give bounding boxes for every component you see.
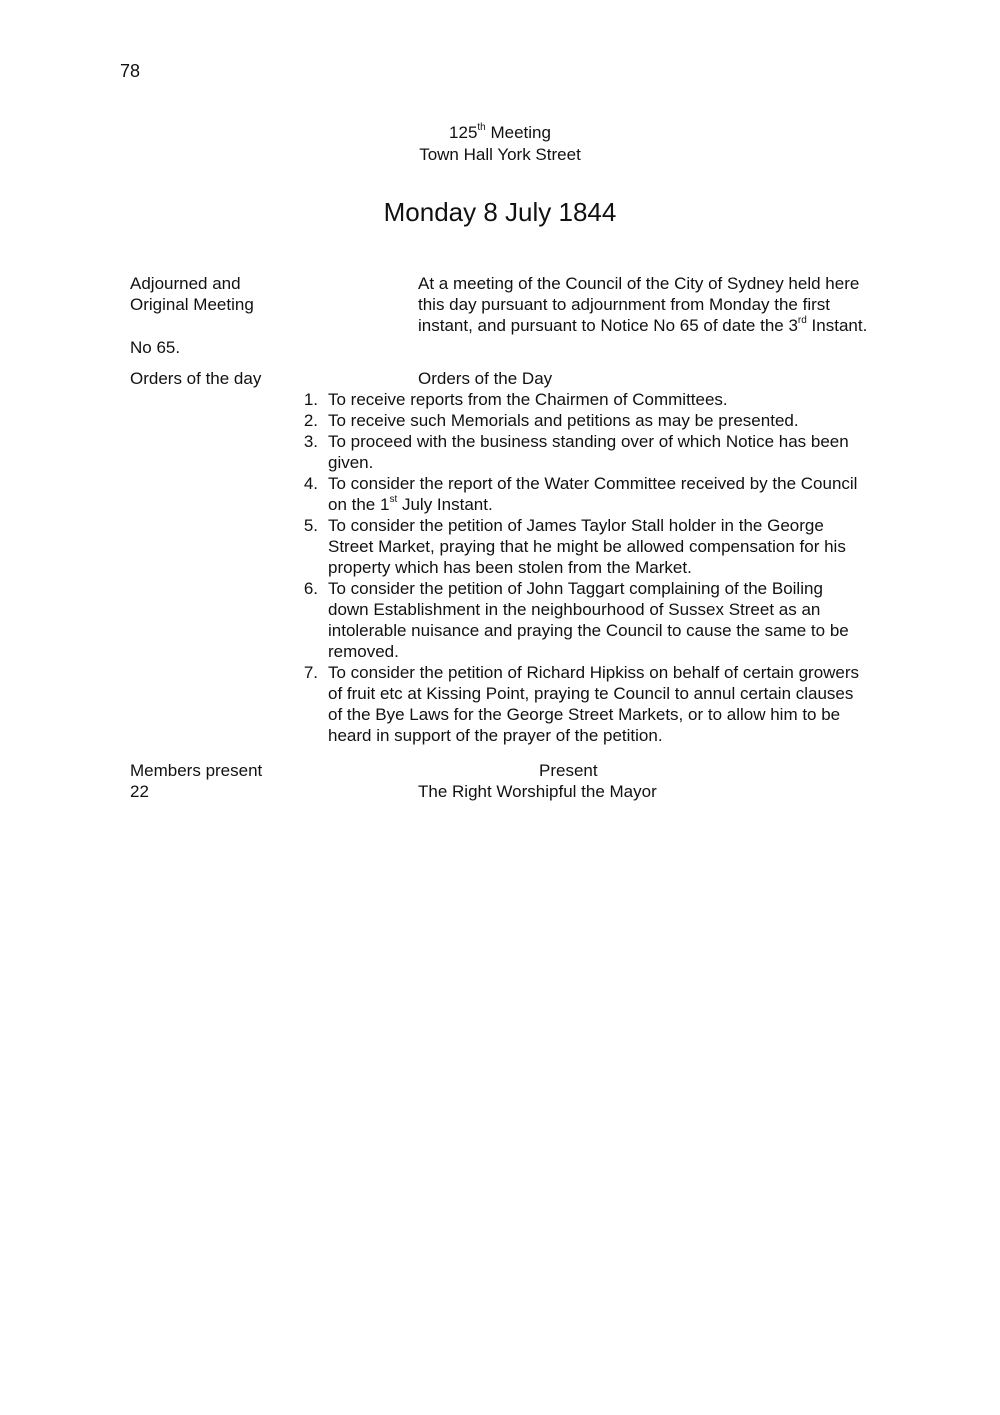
order-number: 5. xyxy=(303,516,318,535)
intro-line-3-text: instant, and pursuant to Notice No 65 of date the 3 xyxy=(418,316,798,335)
order-line: property which has been stolen from the Market. xyxy=(328,558,692,577)
order-number: 3. xyxy=(303,432,318,451)
order-item-1 xyxy=(290,389,930,410)
order-line-end: July Instant. xyxy=(397,495,493,514)
order-line: of fruit etc at Kissing Point, praying te Council to annul certain clauses xyxy=(328,684,854,703)
meeting-number xyxy=(0,122,1000,143)
order-item-6 xyxy=(290,578,930,662)
order-line-text: on the 1 xyxy=(328,495,390,514)
order-line: Street Market, praying that he might be allowed compensation for his xyxy=(328,537,846,556)
order-number: 2. xyxy=(303,411,318,430)
order-line: To receive reports from the Chairmen of Committees. xyxy=(328,390,728,409)
intro-line-2: this day pursuant to adjournment from Monday the first xyxy=(418,295,830,314)
meeting-venue: Town Hall York Street xyxy=(419,145,581,164)
margin-adjourned-line1: Adjourned and xyxy=(130,274,241,293)
order-line: To consider the petition of Richard Hipkiss on behalf of certain growers xyxy=(328,663,860,682)
margin-notice-number: No 65. xyxy=(130,338,181,357)
margin-adjourned-line2: Original Meeting xyxy=(130,295,254,314)
margin-members-count: 22 xyxy=(130,782,149,801)
present-mayor: The Right Worshipful the Mayor xyxy=(418,782,657,801)
order-line: To consider the petition of John Taggart complaining of the Boiling xyxy=(328,579,823,598)
order-line: To consider the petition of James Taylor Stall holder in the George xyxy=(328,516,824,535)
intro-line-3-end: Instant. xyxy=(806,316,868,335)
order-line: To proceed with the business standing over of which Notice has been xyxy=(328,432,849,451)
intro-line-1: At a meeting of the Council of the City of Sydney held here xyxy=(418,274,860,293)
order-number: 4. xyxy=(303,474,318,493)
order-item-4 xyxy=(290,473,930,515)
order-line: down Establishment in the neighbourhood of Sussex Street as an xyxy=(328,600,821,619)
page-number: 78 xyxy=(120,61,141,81)
order-line: of the Bye Laws for the George Street Markets, or to allow him to be xyxy=(328,705,841,724)
order-line xyxy=(328,494,930,515)
order-number: 1. xyxy=(303,390,318,409)
order-line: To consider the report of the Water Committee received by the Council xyxy=(328,474,858,493)
meeting-date-heading: Monday 8 July 1844 xyxy=(383,197,617,227)
meeting-word: Meeting xyxy=(490,123,551,142)
orders-list xyxy=(290,389,930,746)
margin-orders-of-the-day: Orders of the day xyxy=(130,369,262,388)
order-item-5 xyxy=(290,515,930,578)
order-item-7 xyxy=(290,662,930,746)
orders-heading: Orders of the Day xyxy=(418,369,553,388)
order-line: To receive such Memorials and petitions as may be presented. xyxy=(328,411,799,430)
intro-ordinal-suffix: rd xyxy=(797,315,807,327)
order-item-3 xyxy=(290,431,930,473)
order-line: intolerable nuisance and praying the Council to cause the same to be xyxy=(328,621,849,640)
order-line: removed. xyxy=(328,642,399,661)
margin-members-present: Members present xyxy=(130,761,263,780)
meeting-number-value: 125 xyxy=(449,123,478,142)
meeting-number-suffix: th xyxy=(477,122,486,134)
order-line: heard in support of the prayer of the petition. xyxy=(328,726,663,745)
present-heading: Present xyxy=(539,761,598,780)
order-number: 6. xyxy=(303,579,318,598)
order-number: 7. xyxy=(303,663,318,682)
order-item-2 xyxy=(290,410,930,431)
order-ordinal-suffix: st xyxy=(389,494,398,506)
intro-line-3 xyxy=(418,315,867,336)
order-line: given. xyxy=(328,453,374,472)
